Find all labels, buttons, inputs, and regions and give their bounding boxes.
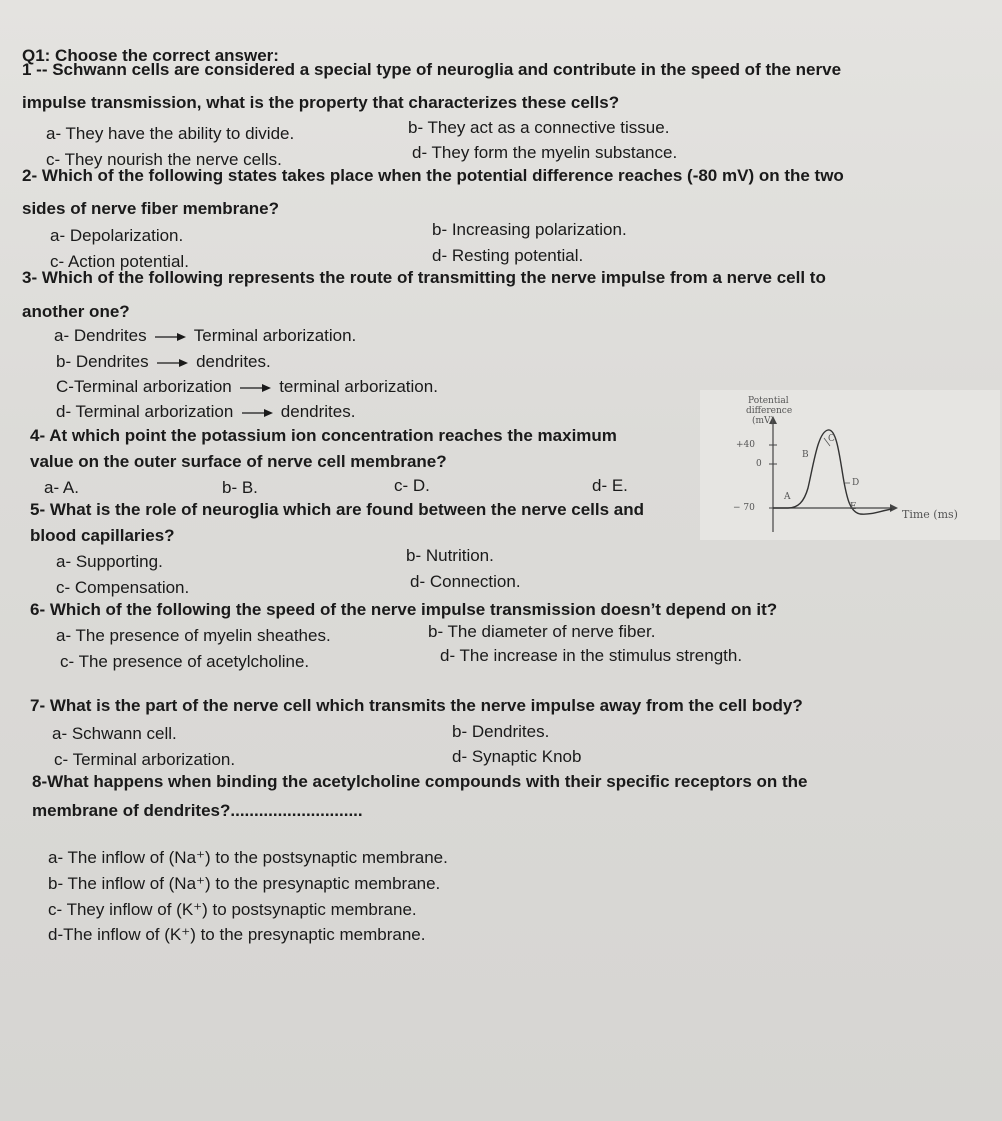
q2-option-c: c- Action potential.	[50, 252, 189, 271]
q2-option-d: d- Resting potential.	[432, 246, 584, 265]
q4-option-d: d- E.	[592, 476, 628, 495]
q2-option-a: a- Depolarization.	[50, 226, 184, 245]
question-3-text: 3- Which of the following represents the route of transmitting the nerve impulse from a nerve cell to	[22, 268, 826, 287]
section-heading: Q1: Choose the correct answer:	[22, 46, 279, 65]
q5-option-b: b- Nutrition.	[406, 546, 494, 565]
q3-option-d-from: d- Terminal arborization	[56, 402, 234, 421]
right-arrow-icon	[153, 332, 187, 342]
point-label-b: B	[802, 450, 809, 460]
point-label-c: C	[828, 434, 835, 444]
q3-option-b-to: dendrites.	[196, 352, 271, 371]
y-axis-label-line-1: Potential	[748, 396, 789, 406]
q3-option-d	[56, 402, 355, 422]
q6-option-a: a- The presence of myelin sheathes.	[56, 626, 331, 645]
right-arrow-icon	[240, 408, 274, 418]
q6-option-b: b- The diameter of nerve fiber.	[428, 622, 656, 641]
q3-option-a	[54, 326, 356, 346]
x-axis-label: Time (ms)	[902, 508, 958, 521]
y-axis-label-line-3: (mV)	[752, 416, 775, 426]
q8-option-d: d-The inflow of (K⁺) to the presynaptic membrane.	[48, 925, 426, 944]
q4-option-a: a- A.	[44, 478, 79, 497]
q3-option-a-from: a- Dendrites	[54, 326, 147, 345]
point-label-d: D	[852, 478, 860, 488]
q7-option-b: b- Dendrites.	[452, 722, 550, 741]
right-arrow-icon	[238, 383, 272, 393]
q3-option-c	[56, 377, 438, 397]
question-3-text-cont: another one?	[22, 302, 130, 321]
question-5-text-cont: blood capillaries?	[30, 526, 175, 545]
question-4-text-cont: value on the outer surface of nerve cell membrane?	[30, 452, 447, 471]
tick-label-plus40: +40	[736, 440, 755, 450]
q8-option-a: a- The inflow of (Na⁺) to the postsynaptic membrane.	[48, 848, 448, 867]
question-8-text-cont: membrane of dendrites?............................	[32, 801, 363, 820]
q3-option-b	[56, 352, 271, 372]
point-label-a: A	[784, 492, 791, 502]
q8-option-b: b- The inflow of (Na⁺) to the presynaptic membrane.	[48, 874, 441, 893]
q1-option-a: a- They have the ability to divide.	[46, 124, 295, 143]
question-1-text-cont: impulse transmission, what is the property that characterizes these cells?	[22, 93, 620, 112]
q3-option-d-to: dendrites.	[280, 402, 356, 421]
tick-label-zero: 0	[756, 459, 762, 469]
q3-option-a-to: Terminal arborization.	[193, 326, 357, 345]
q5-option-c: c- Compensation.	[56, 578, 190, 597]
question-4-text: 4- At which point the potassium ion concentration reaches the maximum	[30, 426, 617, 445]
q1-option-c: c- They nourish the nerve cells.	[46, 150, 282, 169]
q6-option-c: c- The presence of acetylcholine.	[60, 652, 310, 671]
q5-option-d: d- Connection.	[410, 572, 521, 591]
x-axis-arrowhead	[890, 504, 898, 512]
q7-option-a: a- Schwann cell.	[52, 724, 177, 743]
q3-option-c-to: terminal arborization.	[279, 377, 438, 396]
q3-option-c-from: C-Terminal arborization	[56, 377, 232, 396]
q7-option-d: d- Synaptic Knob	[452, 747, 582, 766]
q2-option-b: b- Increasing polarization.	[432, 220, 627, 239]
tick-label-minus70: − 70	[733, 503, 755, 513]
question-2-text-cont: sides of nerve fiber membrane?	[22, 199, 279, 218]
q1-option-d: d- They form the myelin substance.	[412, 143, 678, 162]
q5-option-a: a- Supporting.	[56, 552, 163, 571]
q6-option-d: d- The increase in the stimulus strength.	[440, 646, 743, 665]
question-6-text: 6- Which of the following the speed of the nerve impulse transmission doesn’t depend on it?	[30, 600, 778, 619]
action-potential-graph	[700, 390, 1000, 540]
question-1-text: 1 -- Schwann cells are considered a special type of neuroglia and contribute in the speed of the nerve	[22, 60, 842, 79]
question-7-text: 7- What is the part of the nerve cell which transmits the nerve impulse away from the cell body?	[30, 696, 803, 715]
question-2-text: 2- Which of the following states takes place when the potential difference reaches (-80 mV) on the two	[22, 166, 844, 185]
question-5-text: 5- What is the role of neuroglia which are found between the nerve cells and	[30, 500, 645, 519]
q4-option-b: b- B.	[222, 478, 258, 497]
q3-option-b-from: b- Dendrites	[56, 352, 149, 371]
q4-option-c: c- D.	[394, 476, 430, 495]
point-label-e: E	[850, 502, 857, 512]
question-8-text: 8-What happens when binding the acetylcholine compounds with their specific receptors on the	[32, 772, 808, 791]
q7-option-c: c- Terminal arborization.	[54, 750, 236, 769]
y-axis-label-line-2: difference	[746, 406, 793, 416]
q1-option-b: b- They act as a connective tissue.	[408, 118, 670, 137]
right-arrow-icon	[155, 358, 189, 368]
q8-option-c: c- They inflow of (K⁺) to postsynaptic membrane.	[48, 900, 417, 919]
